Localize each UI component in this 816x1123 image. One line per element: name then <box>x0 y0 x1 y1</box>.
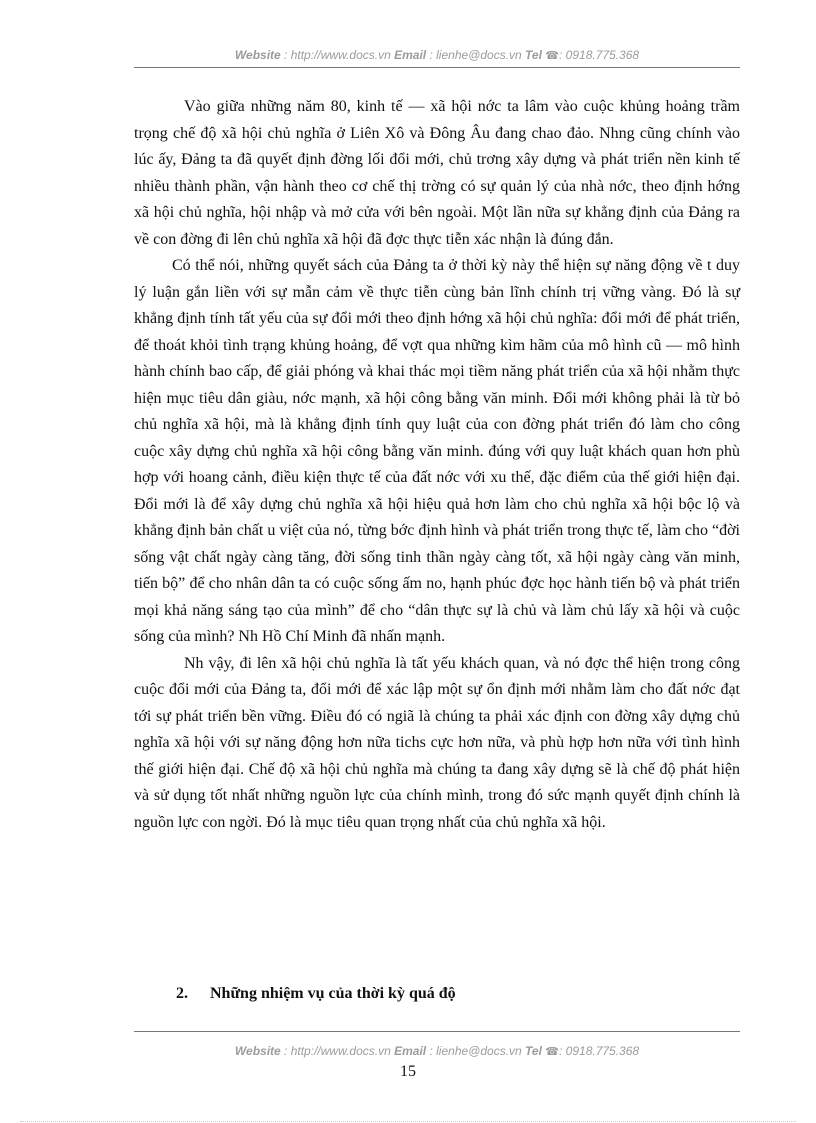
footer-website-label: Website <box>234 1044 281 1058</box>
header-email-label: Email <box>394 48 427 62</box>
footer-email-label: Email <box>394 1044 427 1058</box>
header-website-link[interactable]: : http://www.docs.vn <box>284 48 391 62</box>
header-website-label: Website <box>234 48 281 62</box>
footer-tel-value: : 0918.775.368 <box>559 1044 640 1058</box>
section-title: Những nhiệm vụ của thời kỳ quá độ <box>210 985 456 1002</box>
page-footer <box>134 1044 740 1058</box>
footer-website-link[interactable]: : http://www.docs.vn <box>284 1044 391 1058</box>
header-tel-value: : 0918.775.368 <box>559 48 640 62</box>
page-number: 15 <box>400 1063 416 1080</box>
phone-icon: ☎ <box>545 1046 559 1058</box>
footer-tel-label: Tel <box>525 1044 542 1058</box>
header-email-link[interactable]: : lienhe@docs.vn <box>429 48 522 62</box>
page-header <box>134 48 740 62</box>
footer-email-link[interactable]: : lienhe@docs.vn <box>429 1044 522 1058</box>
phone-icon: ☎ <box>545 50 559 62</box>
header-tel-label: Tel <box>525 48 542 62</box>
document-body <box>134 94 740 836</box>
paragraph-3: Nh vậy, đi lên xã hội chủ nghĩa là tất yếu khách quan, và nó đợc thể hiện trong công cuộc đổi mới của Đảng ta, đổi mới để xác lập một sự ổn định mới nhằm làm cho đất nớc đạt tới sự phát triển bền vững. Điều đó có ngiã là chúng ta phải xác định con đờng xây dựng chủ nghĩa xã hội với sự năng động hơn nữa tichs cực hơn nữa, và phù hợp hơn nữa với tình hình thế giới hiện đại. Chế độ xã hội chủ nghĩa mà chúng ta đang xây dựng sẽ là chế độ phát hiện và sử dụng tốt nhất những nguồn lực của chính mình, trong đó sức mạnh quyết định chính là nguồn lực con ngời. Đó là mục tiêu quan trọng nhất của chủ nghĩa xã hội. <box>134 654 740 831</box>
header-rule <box>134 67 740 68</box>
paragraph-1: Vào giữa những năm 80, kinh tế — xã hội nớc ta lâm vào cuộc khủng hoảng trầm trọng chế độ xã hội chủ nghĩa ở Liên Xô và Đông Âu đang chao đảo. Nhng cũng chính vào lúc ấy, Đảng ta đã quyết định đờng lối đổi mới, chủ trơng xây dựng và phát triển nền kinh tế nhiều thành phần, vận hành theo cơ chế thị trờng có sự quản lý của nhà nớc, theo định hớng xã hội chủ nghĩa, hội nhập và mở cửa với bên ngoài. Một lần nữa sự khẳng định của Đảng ra về con đờng đi lên chủ nghĩa xã hội đã đợc thực tiễn xác nhận là đúng đắn. <box>134 98 740 248</box>
footer-rule <box>134 1031 740 1032</box>
paragraph-2: Có thể nói, những quyết sách của Đảng ta ở thời kỳ này thể hiện sự năng động về t duy lý luận gắn liền với sự mẫn cảm về thực tiễn cùng bản lĩnh chính trị vững vàng. Đó là sự khẳng định tính tất yếu của sự đổi mới theo định hớng xã hội chủ nghĩa: đổi mới để phát triển, để thoát khỏi tình trạng khủng hoảng, để vợt qua những kìm hãm của mô hình cũ — mô hình hành chính bao cấp, để giải phóng và khai thác mọi tiềm năng phát triển của xã hội nhằm thực hiện mục tiêu dân giàu, nớc mạnh, xã hội công bằng văn minh. Đổi mới không phải là từ bỏ chủ nghĩa xã hội, mà là khẳng định tính quy luật của con đờng phát triển đó làm cho công cuộc xây dựng chủ nghĩa xã hội công bằng văn minh. đúng với quy luật khách quan hơn phù hợp với hoang cảnh, điều kiện thực tế của đất nớc với xu thế, đặc điểm của thế giới hiện đại. Đổi mới là để xây dựng chủ nghĩa xã hội hiệu quả hơn làm cho chủ nghĩa xã hội bộc lộ và khẳng định bản chất u việt của nó, từng bớc định hình và phát triển trong thực tế, làm cho “đời sống vật chất ngày càng tăng, đời sống tinh thần ngày càng tốt, xã hội ngày càng văn minh, tiến bộ” để cho nhân dân ta có cuộc sống ấm no, hạnh phúc đợc học hành tiến bộ và phát triển mọi khả năng sáng tạo của mình” để cho “dân thực sự là chủ và làm chủ lấy xã hội và cuộc sống của mình? Nh Hồ Chí Minh đã nhấn mạnh. <box>134 257 740 645</box>
section-heading <box>176 985 456 1003</box>
page-boundary <box>20 1121 796 1122</box>
section-number: 2. <box>176 985 188 1002</box>
